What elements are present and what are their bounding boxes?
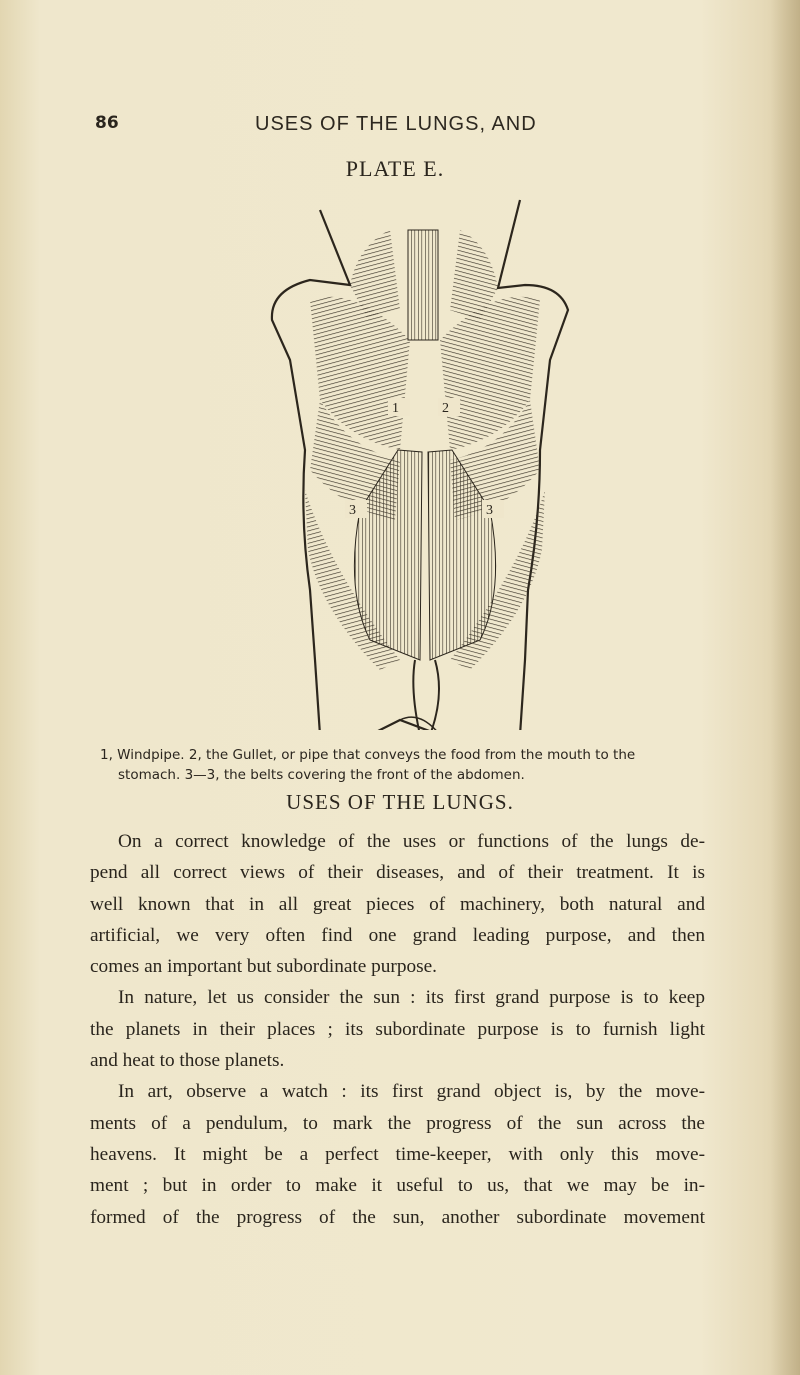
text-line: pend all correct views of their diseases, and of their treatment. It is <box>90 862 705 884</box>
figure-caption <box>100 745 720 785</box>
page-edge-shadow <box>770 0 800 1375</box>
text-line: In nature, let us consider the sun : its first grand purpose is to keep <box>118 987 705 1009</box>
page-header <box>95 113 615 145</box>
caption-line: 1, Windpipe. 2, the Gullet, or pipe that conveys the food from the mouth to the <box>100 747 636 763</box>
text-line: and heat to those planets. <box>90 1050 285 1072</box>
caption-line: stomach. 3—3, the belts covering the front of the abdomen. <box>118 767 525 783</box>
figure-label: 2 <box>442 401 449 416</box>
running-head: USES OF THE LUNGS, AND <box>255 113 537 135</box>
text-line: comes an important but subordinate purpose. <box>90 956 437 978</box>
section-title: USES OF THE LUNGS. <box>286 790 514 814</box>
figure-label: 3 <box>486 503 493 518</box>
windpipe <box>408 230 438 340</box>
text-line: In art, observe a watch : its first grand object is, by the move- <box>118 1081 705 1103</box>
plate-title: PLATE E. <box>345 156 445 181</box>
text-line: heavens. It might be a perfect time-keeper, with only this move- <box>90 1143 705 1165</box>
text-line: formed of the progress of the sun, another subordinate movement <box>90 1206 705 1228</box>
text-line: On a correct knowledge of the uses or functions of the lungs de- <box>118 831 705 852</box>
figure-label: 3 <box>349 503 356 518</box>
text-line: artificial, we very often find one grand leading purpose, and then <box>90 924 705 946</box>
text-line: ments of a pendulum, to mark the progress of the sun across the <box>90 1112 705 1134</box>
body-text <box>90 826 705 1233</box>
text-line: well known that in all great pieces of machinery, both natural and <box>90 893 705 915</box>
page-number: 86 <box>95 113 119 133</box>
gullet <box>413 660 420 730</box>
figure-label: 1 <box>392 401 399 416</box>
torso-anatomy-illustration <box>250 190 600 730</box>
text-line: ment ; but in order to make it useful to us, that we may be in- <box>90 1175 705 1197</box>
text-line: the planets in their places ; its subordinate purpose is to furnish light <box>90 1018 705 1040</box>
